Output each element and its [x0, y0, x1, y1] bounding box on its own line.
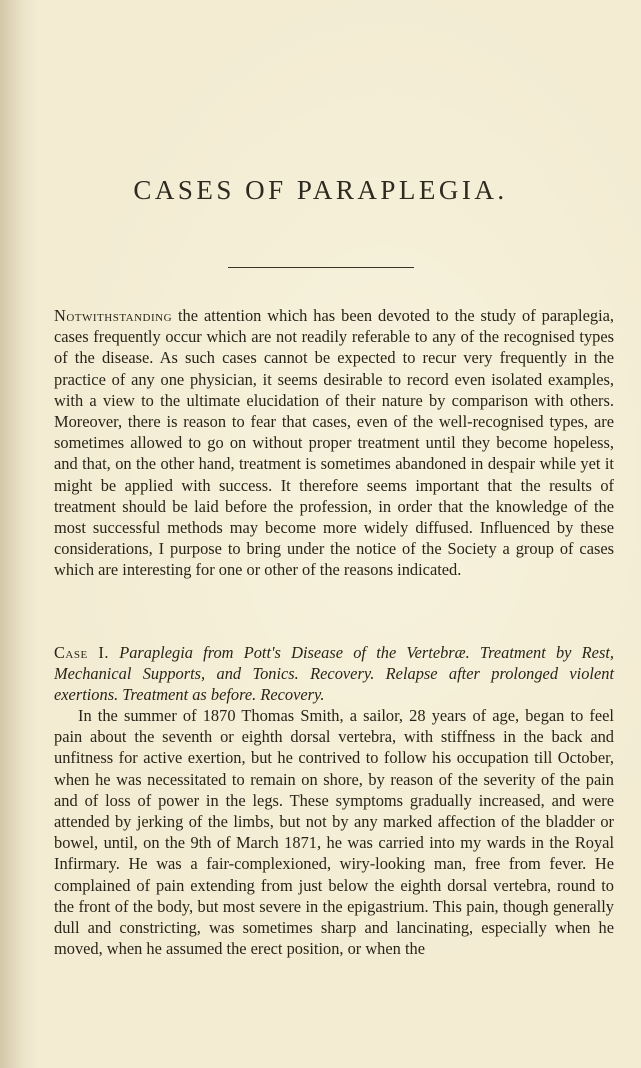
case-body-text: In the summer of 1870 Thomas Smith, a sailor, 28 years of age, began to feel pain about the seventh or eighth dorsal vertebra, with stiffness in the back and unfitness for active exertion, but he contrived to follow his occupation till October, when he was necessitated to remain on shore, by reason of the severity of the pain and of loss of power in the legs. These symptoms gradually increased, and were attended by jerking of the limbs, but not by any marked affection of the bladder or bowel, until, on the 9th of March 1871, he was carried into my wards in the Royal Infirmary. He was a fair-complexioned, wiry-looking man, free from fever. He complained of pain extending from just below the eighth dorsal vertebra, round to the front of the body, but most severe in the epigastrium. This pain, though generally dull and constricting, was sometimes sharp and lancinating, especially when he moved, when he assumed the erect position, or when the [54, 706, 614, 959]
case-body-paragraph [54, 705, 614, 959]
intro-paragraph [54, 305, 614, 581]
case-heading [54, 642, 614, 706]
case-heading-text: Paraplegia from Pott's Disease of the Vertebræ. Treatment by Rest, Mechanical Supports, and Tonics. Recovery. Relapse after prolonged violent exertions. Treatment as before. Recovery. [54, 643, 614, 705]
chapter-title: CASES OF PARAPLEGIA. [133, 175, 508, 205]
case-label: Case I. [54, 643, 109, 662]
intro-lead-word: Notwithstanding [54, 306, 173, 325]
intro-text: the attention which has been devoted to the study of paraplegia, cases frequently occur which are not readily referable to any of the recognised types of the disease. As such cases cannot be expected to recur very frequently in the practice of any one physician, it seems desirable to record even isolated examples, with a view to the ultimate elucidation of their nature by comparison with others. Moreover, there is reason to fear that cases, even of the well-recognised types, are sometimes allowed to go on without proper treatment until they become hopeless, and that, on the other hand, treatment is sometimes abandoned in despair while yet it might be applied with success. It therefore seems important that the results of treatment should be laid before the profession, in order that the knowledge of the most successful methods may become more widely diffused. Influenced by these considerations, I purpose to bring under the notice of the Society a group of cases which are interesting for one or other of the reasons indicated. [54, 306, 614, 580]
page-gutter-shadow [0, 0, 38, 1068]
title-rule [228, 267, 414, 268]
